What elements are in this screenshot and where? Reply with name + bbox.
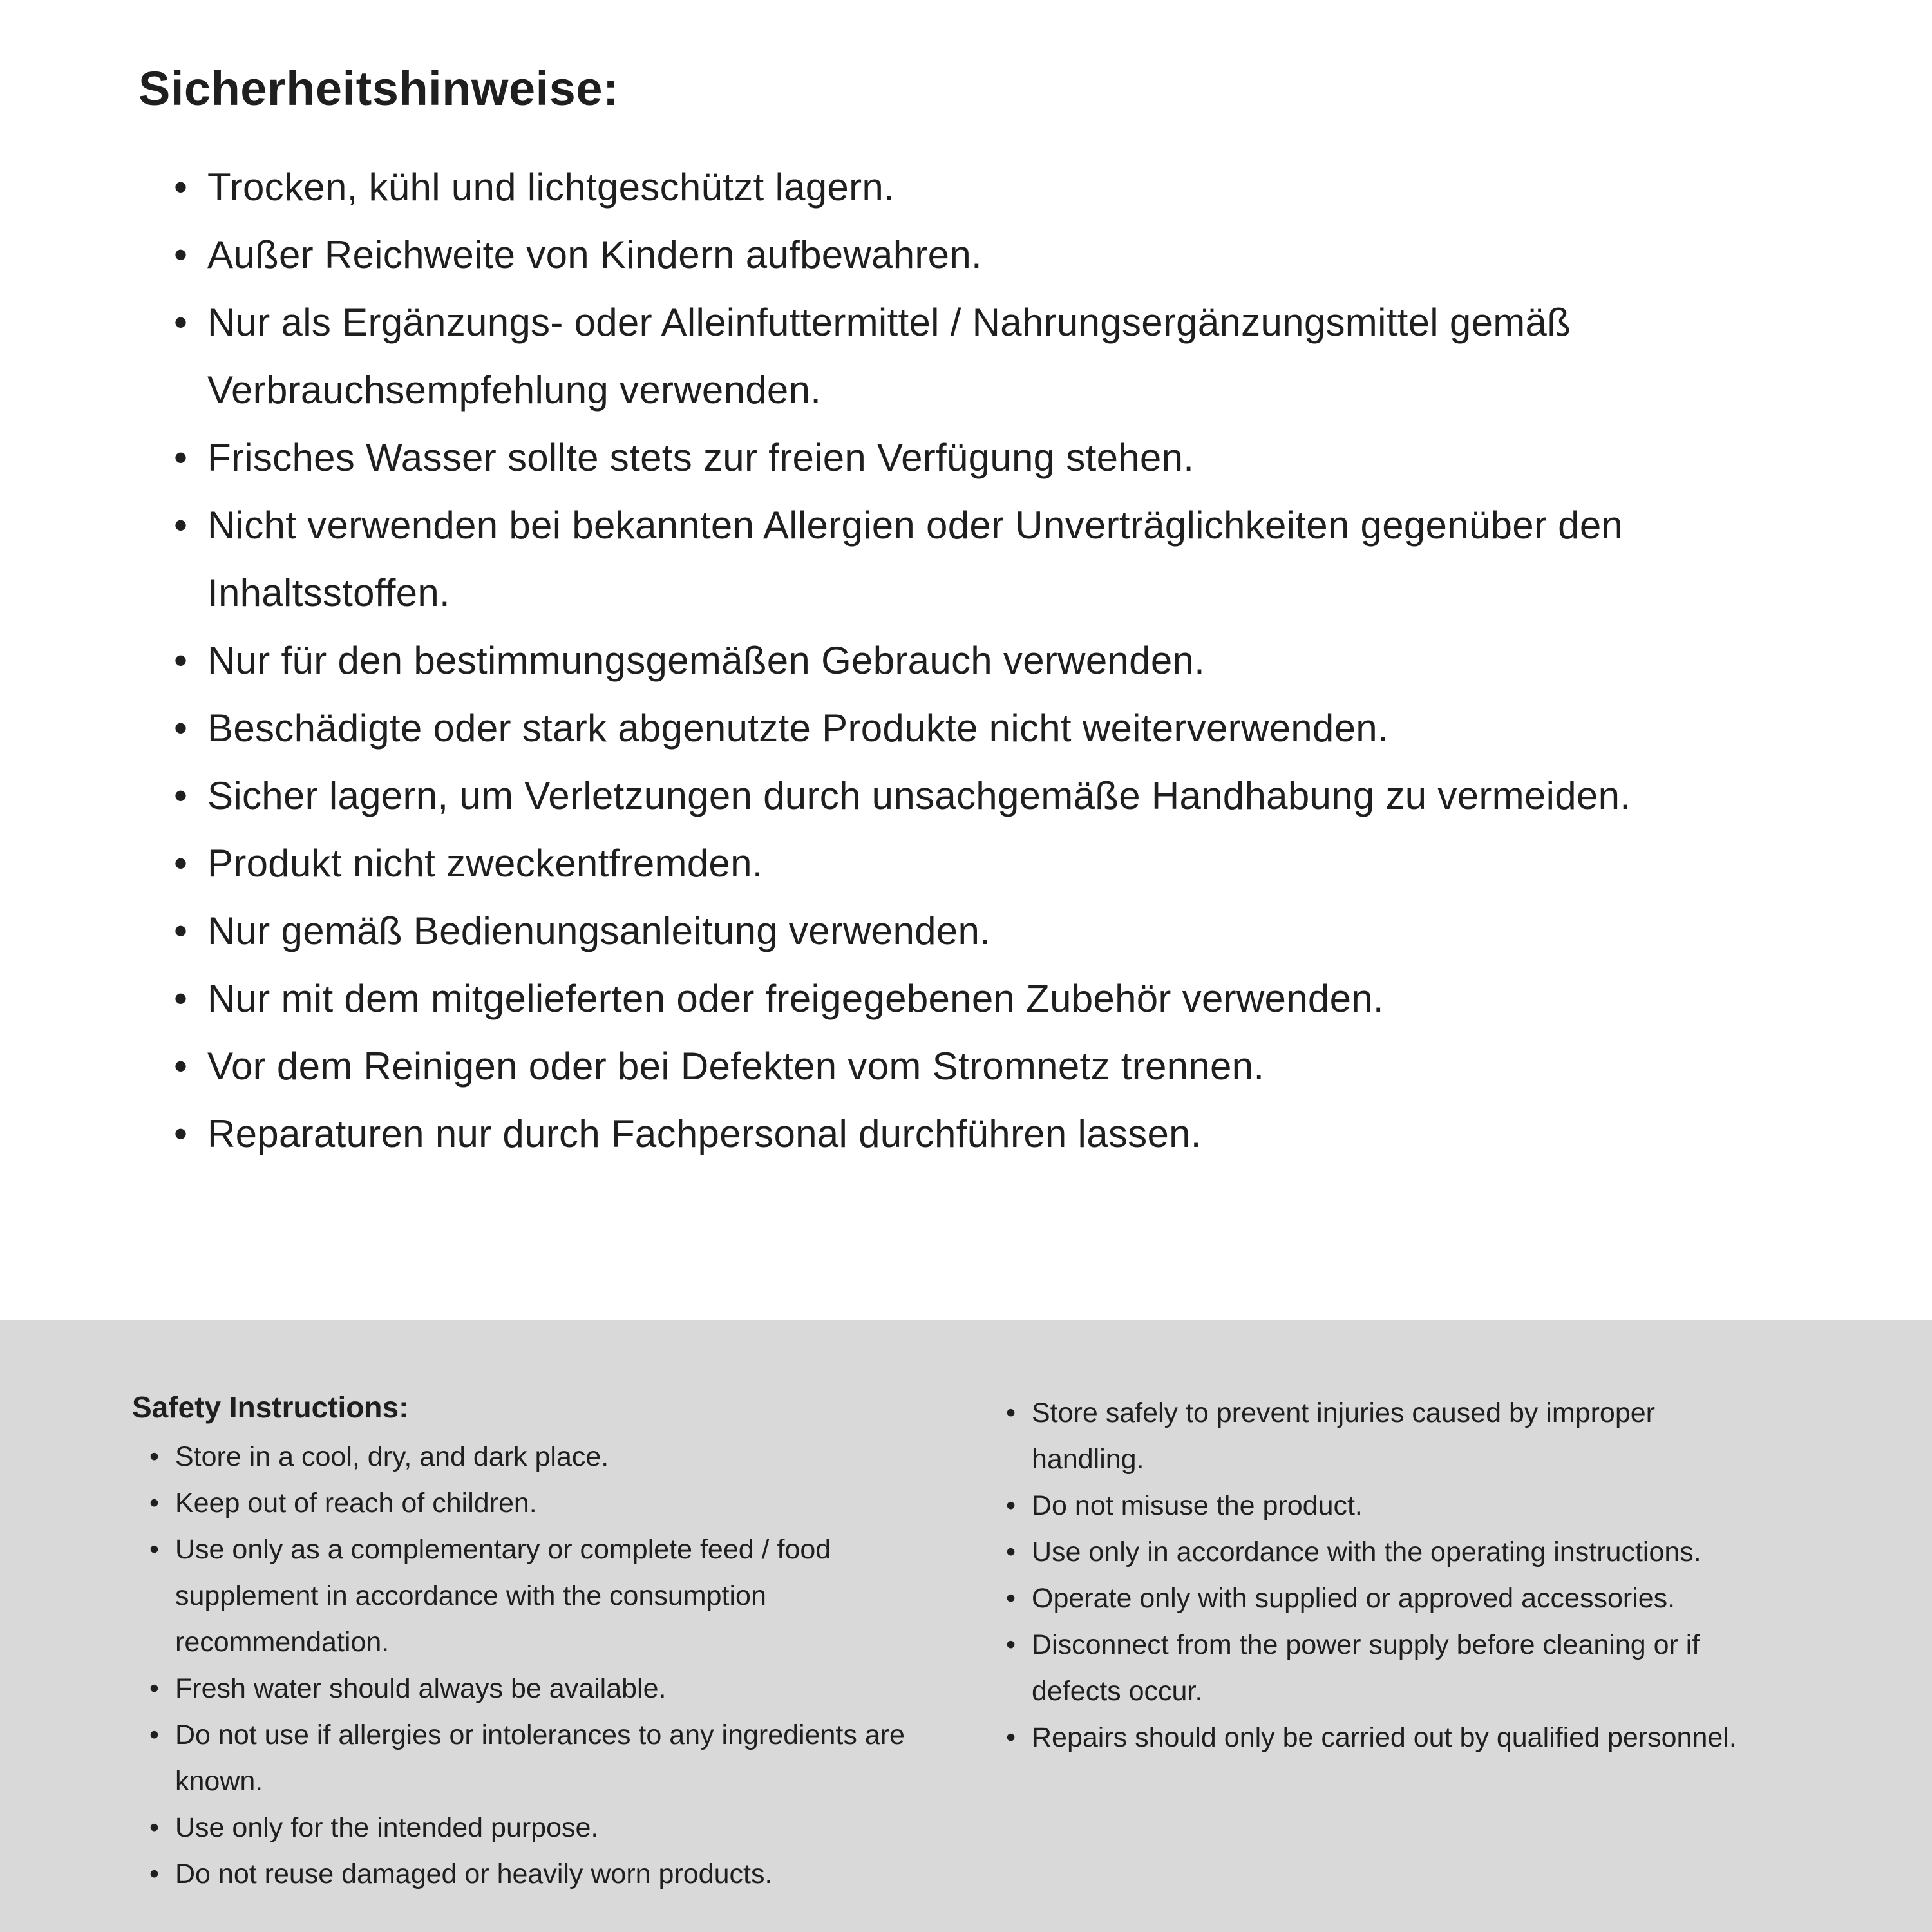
list-item — [149, 1804, 989, 1851]
list-item-text: Disconnect from the power supply before cleaning or if defects occur. — [1032, 1629, 1700, 1707]
english-section-title: Safety Instructions: — [132, 1390, 409, 1424]
english-left-column — [132, 1390, 989, 1932]
list-item-text: Vor dem Reinigen oder bei Defekten vom Stromnetz trennen. — [207, 1045, 1265, 1088]
bullet-glyph: • — [1006, 1397, 1016, 1428]
list-item — [1006, 1529, 1842, 1575]
list-item — [174, 762, 1681, 829]
bullet-glyph: • — [174, 977, 188, 1020]
bullet-glyph: • — [174, 166, 188, 209]
english-right-column — [989, 1390, 1842, 1932]
list-item-text: Nur für den bestimmungsgemäßen Gebrauch verwenden. — [207, 639, 1206, 682]
list-item-text: Produkt nicht zweckentfremden. — [207, 842, 763, 885]
list-item-text: Do not use if allergies or intolerances to any ingredients are known. — [175, 1719, 905, 1797]
bullet-glyph: • — [149, 1488, 160, 1519]
bullet-glyph: • — [1006, 1722, 1016, 1753]
list-item-text: Beschädigte oder stark abgenutzte Produkte nicht weiterverwenden. — [207, 706, 1388, 750]
list-item-text: Store in a cool, dry, and dark place. — [175, 1441, 609, 1472]
bullet-glyph: • — [174, 504, 188, 547]
english-safety-section — [0, 1320, 1932, 1932]
bullet-glyph: • — [149, 1673, 160, 1704]
bullet-glyph: • — [174, 909, 188, 952]
list-item-text: Nicht verwenden bei bekannten Allergien oder Unverträglichkeiten gegenüber den Inhaltsstoffen. — [207, 504, 1624, 614]
list-item — [149, 1665, 989, 1712]
list-item — [1006, 1575, 1842, 1622]
list-item-text: Nur mit dem mitgelieferten oder freigegebenen Zubehör verwenden. — [207, 977, 1384, 1020]
list-item-text: Frisches Wasser sollte stets zur freien Verfügung stehen. — [207, 436, 1195, 479]
list-item-text: Store safely to prevent injuries caused by improper handling. — [1032, 1397, 1655, 1475]
list-item — [149, 1526, 989, 1665]
list-item-text: Operate only with supplied or approved accessories. — [1032, 1583, 1676, 1614]
list-item — [174, 221, 1681, 289]
list-item — [174, 965, 1681, 1032]
list-item-text: Use only in accordance with the operating instructions. — [1032, 1537, 1701, 1567]
bullet-glyph: • — [149, 1719, 160, 1750]
bullet-glyph: • — [1006, 1629, 1016, 1660]
list-item — [1006, 1714, 1842, 1761]
list-item — [174, 1032, 1681, 1100]
list-item-text: Reparaturen nur durch Fachpersonal durchführen lassen. — [207, 1112, 1202, 1155]
list-item — [149, 1434, 989, 1480]
bullet-glyph: • — [174, 233, 188, 276]
list-item-text: Nur als Ergänzungs- oder Alleinfuttermittel / Nahrungsergänzungsmittel gemäß Verbrauchsempfehlung verwenden. — [207, 301, 1571, 412]
bullet-glyph: • — [174, 1112, 188, 1155]
list-item — [1006, 1482, 1842, 1529]
list-item-text: Do not misuse the product. — [1032, 1490, 1363, 1521]
list-item-text: Trocken, kühl und lichtgeschützt lagern. — [207, 166, 895, 209]
list-item — [174, 829, 1681, 897]
english-safety-list-right — [1006, 1390, 1842, 1761]
bullet-glyph: • — [1006, 1490, 1016, 1521]
list-item-text: Repairs should only be carried out by qualified personnel. — [1032, 1722, 1737, 1753]
list-item-text: Use only as a complementary or complete feed / food supplement in accordance with the consumption recommendation. — [175, 1534, 831, 1658]
bullet-glyph: • — [149, 1441, 160, 1472]
english-safety-list-left — [149, 1434, 989, 1897]
list-item — [174, 153, 1681, 221]
list-item — [174, 491, 1681, 627]
list-item — [1006, 1390, 1842, 1482]
list-item — [174, 627, 1681, 694]
list-item-text: Fresh water should always be available. — [175, 1673, 667, 1704]
bullet-glyph: • — [1006, 1583, 1016, 1614]
bullet-glyph: • — [174, 1045, 188, 1088]
list-item — [149, 1851, 989, 1897]
bullet-glyph: • — [174, 639, 188, 682]
list-item-text: Keep out of reach of children. — [175, 1488, 537, 1519]
list-item — [1006, 1622, 1842, 1714]
list-item — [174, 897, 1681, 965]
list-item — [149, 1712, 989, 1804]
bullet-glyph: • — [174, 842, 188, 885]
bullet-glyph: • — [174, 301, 188, 344]
list-item — [174, 289, 1681, 424]
bullet-glyph: • — [174, 436, 188, 479]
list-item-text: Do not reuse damaged or heavily worn products. — [175, 1859, 773, 1889]
bullet-glyph: • — [174, 774, 188, 817]
list-item — [174, 424, 1681, 491]
german-safety-list — [174, 153, 1681, 1168]
list-item — [174, 1100, 1681, 1168]
list-item-text: Nur gemäß Bedienungsanleitung verwenden. — [207, 909, 991, 952]
german-section-title: Sicherheitshinweise: — [138, 62, 620, 115]
list-item — [149, 1480, 989, 1526]
bullet-glyph: • — [149, 1534, 160, 1565]
list-item-text: Außer Reichweite von Kindern aufbewahren. — [207, 233, 982, 276]
bullet-glyph: • — [149, 1859, 160, 1889]
list-item — [174, 694, 1681, 762]
list-item-text: Sicher lagern, um Verletzungen durch unsachgemäße Handhabung zu vermeiden. — [207, 774, 1631, 817]
list-item-text: Use only for the intended purpose. — [175, 1812, 599, 1843]
bullet-glyph: • — [1006, 1537, 1016, 1567]
bullet-glyph: • — [174, 706, 188, 750]
bullet-glyph: • — [149, 1812, 160, 1843]
